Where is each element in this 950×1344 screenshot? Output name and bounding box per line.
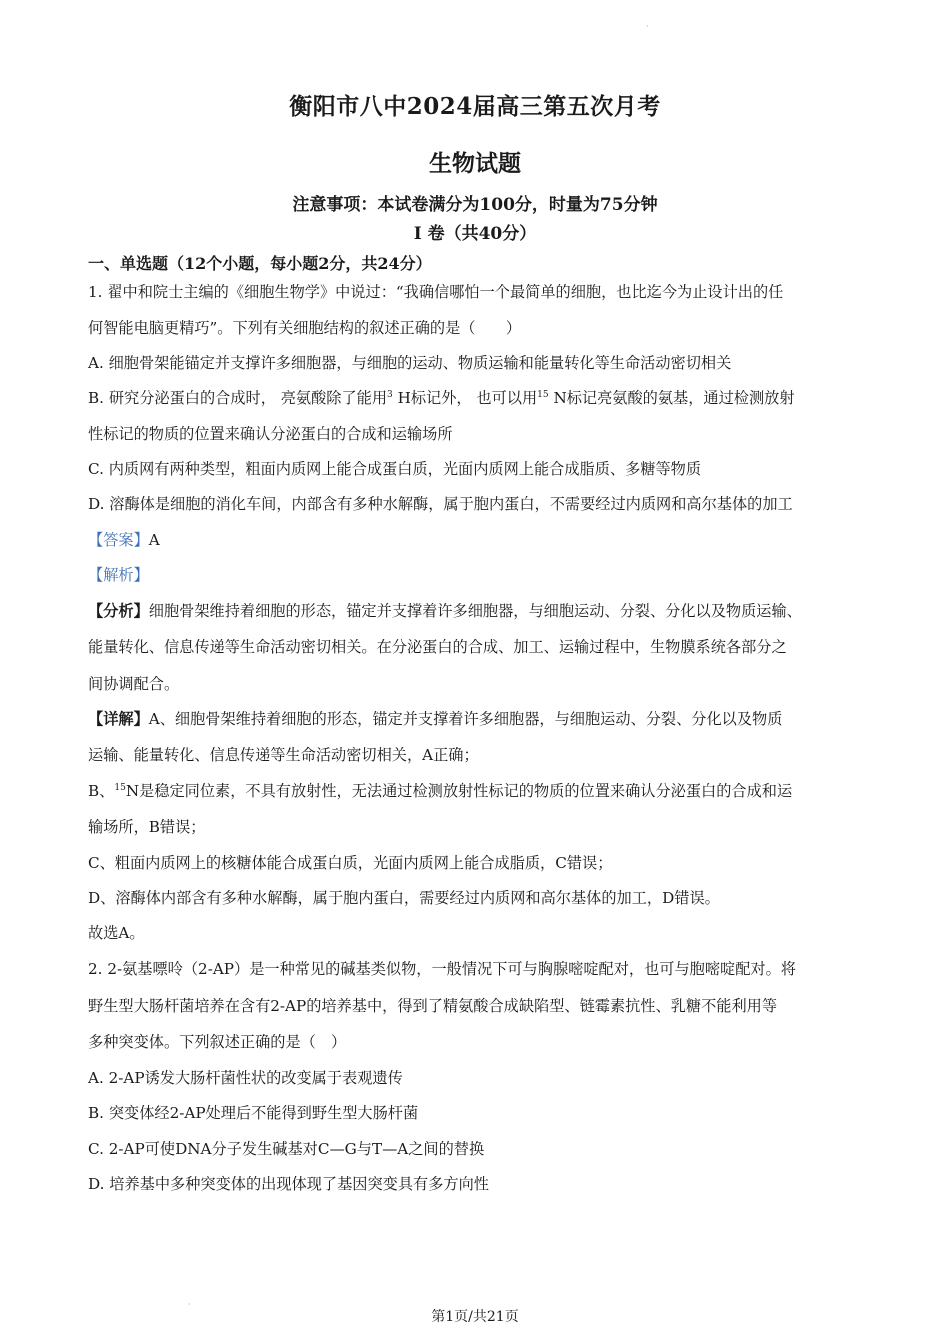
q2-option-b: B. 突变体经2-AP处理后不能得到野生型大肠杆菌 bbox=[88, 1104, 419, 1122]
q1-option-b-post: N标记亮氨酸的氨基，通过检测放射 bbox=[548, 389, 795, 407]
xiangjie-line-a2: 运输、能量转化、信息传递等生命活动密切相关，A正确； bbox=[88, 746, 479, 764]
q2-option-a: A. 2-AP诱发大肠杆菌性状的改变属于表观遗传 bbox=[88, 1069, 403, 1087]
xiangjie-line-b1 bbox=[88, 780, 878, 801]
fenxi-text-1: 细胞骨架维持着细胞的形态，锚定并支撑着许多细胞器，与细胞运动、分裂、分化以及物质运输、 bbox=[148, 602, 802, 620]
xiangjie-b-sup-15: 15 bbox=[114, 782, 126, 793]
scan-speck: · bbox=[188, 1300, 191, 1309]
xiangjie-line-b2: 输场所，B错误； bbox=[88, 818, 206, 836]
fenxi-label: 【分析】 bbox=[88, 602, 149, 620]
q1-conclusion: 故选A。 bbox=[88, 924, 145, 942]
q2-option-d: D. 培养基中多种突变体的出现体现了基因突变具有多方向性 bbox=[88, 1175, 489, 1193]
q1-stem-line-2: 何智能电脑更精巧”。下列有关细胞结构的叙述正确的是（ ） bbox=[88, 319, 522, 337]
scan-speck: · bbox=[646, 22, 649, 31]
xiangjie-a1-text: A、细胞骨架维持着细胞的形态，锚定并支撑着许多细胞器，与细胞运动、分裂、分化以及物质 bbox=[148, 710, 783, 728]
xiangjie-line-c: C、粗面内质网上的核糖体能合成蛋白质，光面内质网上能合成脂质，C错误； bbox=[88, 854, 613, 872]
q2-stem-line-1: 2. 2-氨基嘌呤（2-AP）是一种常见的碱基类似物，一般情况下可与胸腺嘧啶配对，也可与胞嘧啶配对。将 bbox=[88, 960, 796, 978]
q1-option-b-sup-3: 3 bbox=[387, 389, 393, 400]
fenxi-line-3: 间协调配合。 bbox=[88, 675, 180, 693]
q2-stem-line-3: 多种突变体。下列叙述正确的是（ ） bbox=[88, 1033, 347, 1051]
exam-notice: 注意事项：本试卷满分为100分，时量为75分钟 bbox=[292, 195, 658, 215]
q1-stem-line-1: 1. 翟中和院士主编的《细胞生物学》中说过：“我确信哪怕一个最简单的细胞，也比迄今为止设计出的任 bbox=[88, 283, 784, 301]
q1-option-c: C. 内质网有两种类型，粗面内质网上能合成蛋白质，光面内质网上能合成脂质、多糖等物质 bbox=[88, 460, 702, 478]
q1-option-b bbox=[88, 387, 878, 408]
xiangjie-line-d: D、溶酶体内部含有多种水解酶，属于胞内蛋白，需要经过内质网和高尔基体的加工，D错误。 bbox=[88, 889, 720, 907]
fenxi-line-1 bbox=[88, 600, 878, 621]
q1-option-b-pre: B. 研究分泌蛋白的合成时， 亮氨酸除了能用 bbox=[88, 389, 388, 407]
fenxi-line-2: 能量转化、信息传递等生命活动密切相关。在分泌蛋白的合成、加工、运输过程中，生物膜系统各部分之 bbox=[88, 638, 787, 656]
page-number: 第1页/共21页 bbox=[431, 1309, 519, 1325]
q1-option-b-sup-15: 15 bbox=[537, 389, 549, 400]
exam-title: 衡阳市八中2024届高三第五次月考 bbox=[289, 93, 661, 120]
xiangjie-b-prefix: B、 bbox=[88, 782, 115, 800]
volume-heading: Ⅰ 卷（共40分） bbox=[413, 224, 537, 244]
xiangjie-label: 【详解】 bbox=[88, 710, 149, 728]
answer-label: 【答案】 bbox=[88, 531, 149, 549]
q1-option-b-line-2: 性标记的物质的位置来确认分泌蛋白的合成和运输场所 bbox=[88, 425, 453, 443]
analysis-label: 【解析】 bbox=[88, 566, 149, 584]
xiangjie-line-a1 bbox=[88, 708, 878, 729]
q1-answer bbox=[88, 529, 878, 550]
subject-title: 生物试题 bbox=[429, 150, 521, 177]
q1-option-b-mid: H标记外， 也可以用 bbox=[392, 389, 538, 407]
q2-stem-line-2: 野生型大肠杆菌培养在含有2-AP的培养基中，得到了精氨酸合成缺陷型、链霉素抗性、乳糖不能利用等 bbox=[88, 997, 778, 1015]
q2-option-c: C. 2-AP可使DNA分子发生碱基对C—G与T—A之间的替换 bbox=[88, 1140, 485, 1158]
section-heading: 一、单选题（12个小题，每小题2分，共24分） bbox=[88, 254, 432, 273]
q1-option-d: D. 溶酶体是细胞的消化车间，内部含有多种水解酶，属于胞内蛋白，不需要经过内质网和高尔基体的加工 bbox=[88, 495, 793, 513]
answer-value: A bbox=[148, 531, 160, 549]
q1-option-a: A. 细胞骨架能锚定并支撑许多细胞器，与细胞的运动、物质运输和能量转化等生命活动密切相关 bbox=[88, 354, 732, 372]
xiangjie-b1-text: N是稳定同位素，不具有放射性，无法通过检测放射性标记的物质的位置来确认分泌蛋白的合成和运 bbox=[125, 782, 793, 800]
